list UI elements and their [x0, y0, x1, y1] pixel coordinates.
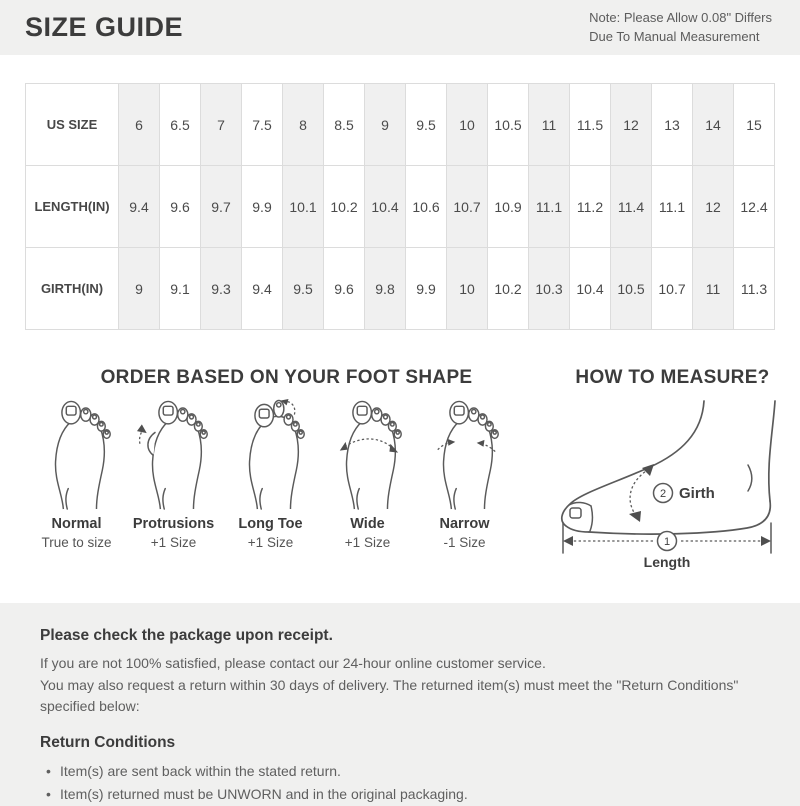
size-table-cell: 12 [693, 166, 734, 248]
size-table-cell: 11 [693, 248, 734, 330]
length-number: 1 [663, 536, 670, 548]
size-table-cell: 9.3 [201, 248, 242, 330]
size-table-cell: 10.7 [652, 248, 693, 330]
foot-wide-icon [329, 399, 407, 511]
foot-narrow-icon [426, 399, 504, 511]
returns-line1: If you are not 100% satisfied, please contact our 24-hour online customer service. [40, 655, 546, 671]
size-table-row-label: US SIZE [26, 84, 119, 166]
foot-name: Long Toe [238, 516, 303, 532]
return-conditions-heading: Return Conditions [40, 734, 176, 752]
returns-line2: You may also request a return within 30 days of delivery. The returned item(s) must meet the "Return Conditions" specified below: [40, 676, 739, 715]
size-table-cell: 9.6 [324, 248, 365, 330]
size-table-cell: 9.7 [201, 166, 242, 248]
return-condition-item: • Item(s) are sent back within the stated return. [40, 760, 760, 783]
foot-advice: True to size [41, 535, 112, 550]
size-table-cell: 10.4 [570, 248, 611, 330]
size-table-cell: 12.4 [734, 166, 775, 248]
feet-row [28, 399, 545, 550]
foot-normal-icon [38, 399, 116, 511]
size-table-cell: 11.1 [529, 166, 570, 248]
foot-item-long-toe [222, 399, 319, 550]
measurement-note [589, 9, 772, 47]
size-table-cell: 10.6 [406, 166, 447, 248]
size-table-row [26, 248, 775, 330]
foot-item-wide [319, 399, 416, 550]
size-table-cell: 10.5 [488, 84, 529, 166]
size-table-cell: 11.1 [652, 166, 693, 248]
size-table-cell: 9.4 [119, 166, 160, 248]
size-table-cell: 10.7 [447, 166, 488, 248]
foot-advice: +1 Size [247, 535, 294, 550]
size-table-cell: 9.5 [283, 248, 324, 330]
foot-name: Narrow [439, 516, 490, 532]
foot-shape-title: ORDER BASED ON YOUR FOOT SHAPE [100, 367, 473, 388]
size-table-cell: 11.3 [734, 248, 775, 330]
size-table-cell: 9 [365, 84, 406, 166]
foot-item-protrusions [125, 399, 222, 550]
how-to-measure-title: HOW TO MEASURE? [575, 367, 770, 388]
size-table-cell: 11.2 [570, 166, 611, 248]
package-check-heading: Please check the package upon receipt. [40, 627, 333, 644]
foot-item-narrow [416, 399, 513, 550]
size-table-cell: 10 [447, 248, 488, 330]
length-label: Length [643, 554, 690, 570]
size-table-cell: 10.2 [488, 248, 529, 330]
size-table-cell: 11.4 [611, 166, 652, 248]
foot-name: Protrusions [132, 516, 215, 532]
size-table-cell: 14 [693, 84, 734, 166]
foot-advice: +1 Size [150, 535, 197, 550]
size-table-row-label: LENGTH(IN) [26, 166, 119, 248]
middle-section [0, 355, 800, 603]
size-table-cell: 15 [734, 84, 775, 166]
size-table-row [26, 84, 775, 166]
size-table-cell: 6 [119, 84, 160, 166]
size-table-cell: 10.1 [283, 166, 324, 248]
girth-number: 2 [659, 488, 666, 500]
how-to-measure-section [545, 355, 800, 603]
size-table-cell: 10.5 [611, 248, 652, 330]
size-table-cell: 11 [529, 84, 570, 166]
size-table-cell: 13 [652, 84, 693, 166]
size-table-cell: 6.5 [160, 84, 201, 166]
size-table-cell: 9.1 [160, 248, 201, 330]
returns-section [0, 603, 800, 806]
size-table-body [26, 84, 775, 330]
return-conditions-list [40, 760, 760, 806]
size-table-cell: 11.5 [570, 84, 611, 166]
size-table-cell: 9 [119, 248, 160, 330]
size-table-cell: 9.4 [242, 248, 283, 330]
size-table-section [0, 55, 800, 355]
size-table-cell: 10.9 [488, 166, 529, 248]
foot-shape-section [0, 355, 545, 603]
size-table-cell: 7 [201, 84, 242, 166]
foot-protrusions-icon [135, 399, 213, 511]
size-table-cell: 10.3 [529, 248, 570, 330]
size-table-cell: 9.9 [406, 248, 447, 330]
size-table-cell: 10 [447, 84, 488, 166]
foot-item-normal [28, 399, 125, 550]
size-table-cell: 7.5 [242, 84, 283, 166]
return-condition-item: • Item(s) returned must be UNWORN and in the original packaging. [40, 783, 760, 806]
measure-diagram [553, 395, 793, 573]
size-table-cell: 10.2 [324, 166, 365, 248]
size-table-cell: 9.5 [406, 84, 447, 166]
foot-long-toe-icon [232, 399, 310, 511]
size-table-row-label: GIRTH(IN) [26, 248, 119, 330]
size-table-cell: 10.4 [365, 166, 406, 248]
foot-advice: +1 Size [344, 535, 391, 550]
size-table-cell: 12 [611, 84, 652, 166]
header [0, 0, 800, 55]
foot-advice: -1 Size [443, 535, 486, 550]
size-table [25, 83, 775, 330]
foot-name: Wide [350, 516, 385, 532]
size-table-cell: 8.5 [324, 84, 365, 166]
size-table-cell: 9.9 [242, 166, 283, 248]
measurement-note-line1: Note: Please Allow 0.08" Differs [589, 9, 772, 25]
size-table-row [26, 166, 775, 248]
page-title: SIZE GUIDE [25, 12, 184, 42]
girth-label: Girth [678, 485, 715, 502]
size-table-cell: 9.8 [365, 248, 406, 330]
foot-name: Normal [51, 516, 102, 532]
size-table-cell: 8 [283, 84, 324, 166]
size-table-cell: 9.6 [160, 166, 201, 248]
measurement-note-line2: Due To Manual Measurement [589, 28, 760, 44]
